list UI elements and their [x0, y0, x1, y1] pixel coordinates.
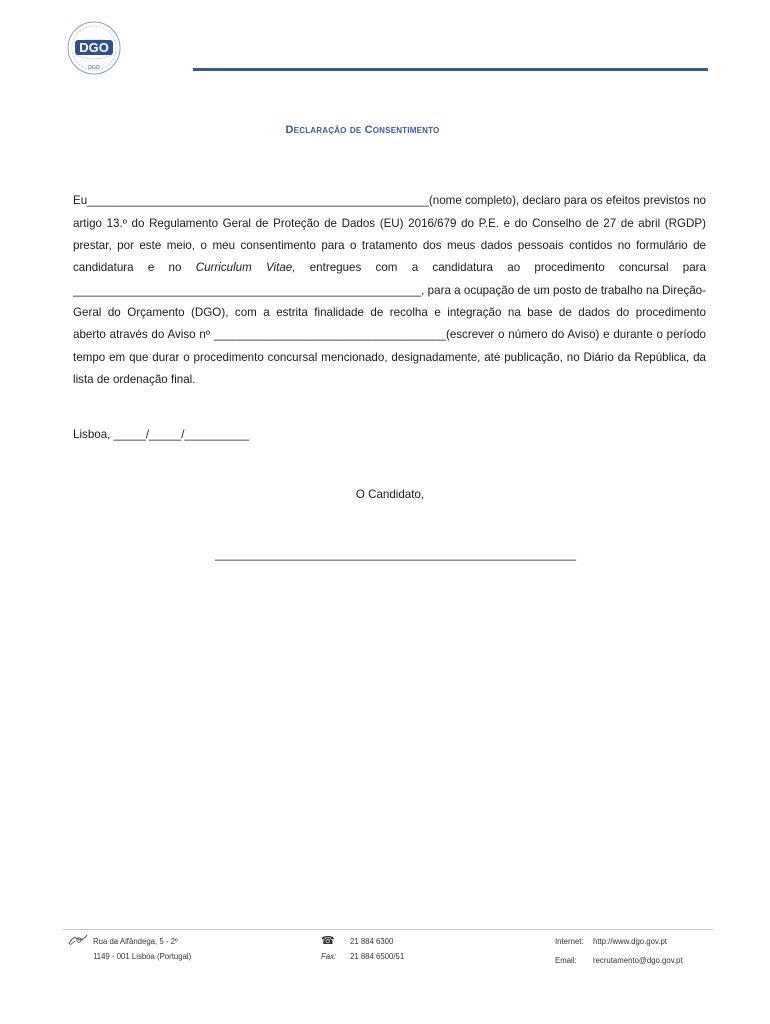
body-line-2: artigo 13.º do Regulamento Geral de Proteção de Dados (EU) 2016/679 do P.E. e do Conselho de 27 de abril (RGDP) [73, 217, 706, 230]
pen-icon [67, 933, 89, 947]
fax-label: Fax: [321, 952, 337, 961]
body-line-7: aberto através do Aviso nº ____________________________________(escrever o número do Aviso) e durante o período [73, 328, 706, 341]
logo-text: DGO [79, 40, 109, 55]
telephone-icon: ☎ [321, 935, 335, 947]
internet-label: Internet: [555, 937, 584, 946]
body-line-5: ______________________________________________________, para a ocupação de um posto de trabalho na Direção- [73, 284, 706, 297]
fax-number: 21 884 6500/51 [350, 952, 405, 961]
signature-line: ________________________________________________________ [215, 548, 577, 561]
body-line-3: prestar, por este meio, o meu consentimento para o tratamento dos meus dados pessoais contidos no formulário de [73, 239, 706, 252]
body-line-1: Eu_____________________________________________________(nome completo), declaro para os efeitos previstos no [73, 194, 706, 207]
body-line-9: lista de ordenação final. [73, 373, 196, 386]
website-link[interactable]: http://www.dgo.gov.pt [593, 937, 667, 946]
dgo-logo [66, 20, 122, 76]
email-label: Email: [555, 956, 577, 965]
body-line-4-end: entregues com a candidatura ao procedimento concursal para [309, 261, 706, 274]
address-line-1: Rua da Alfândega, 5 - 2º [93, 937, 178, 946]
document-title: Declaração de Consentimento [285, 124, 440, 136]
body-line-8: tempo em que durar o procedimento concursal mencionado, designadamente, até publicação, no Diário da República, da [73, 351, 706, 364]
footer-rule [63, 929, 713, 930]
place-date-field: Lisboa, _____/_____/__________ [73, 428, 250, 441]
body-line-4 [73, 257, 706, 279]
email-link[interactable]: recrutamento@dgo.gov.pt [593, 956, 683, 965]
body-line-4-start: candidatura e no [73, 261, 182, 274]
header-rule [193, 68, 708, 71]
phone-number: 21 884 6300 [350, 937, 394, 946]
candidate-label: O Candidato, [355, 488, 425, 501]
logo-subtext: DGO [88, 65, 100, 71]
body-line-6: Geral do Orçamento (DGO), com a estrita finalidade de recolha e integração na base de dados do procedimento [73, 306, 706, 319]
address-line-2: 1149 - 001 Lisboa (Portugal) [93, 952, 192, 961]
curriculum-vitae-text: Curriculum Vitae, [195, 261, 296, 274]
